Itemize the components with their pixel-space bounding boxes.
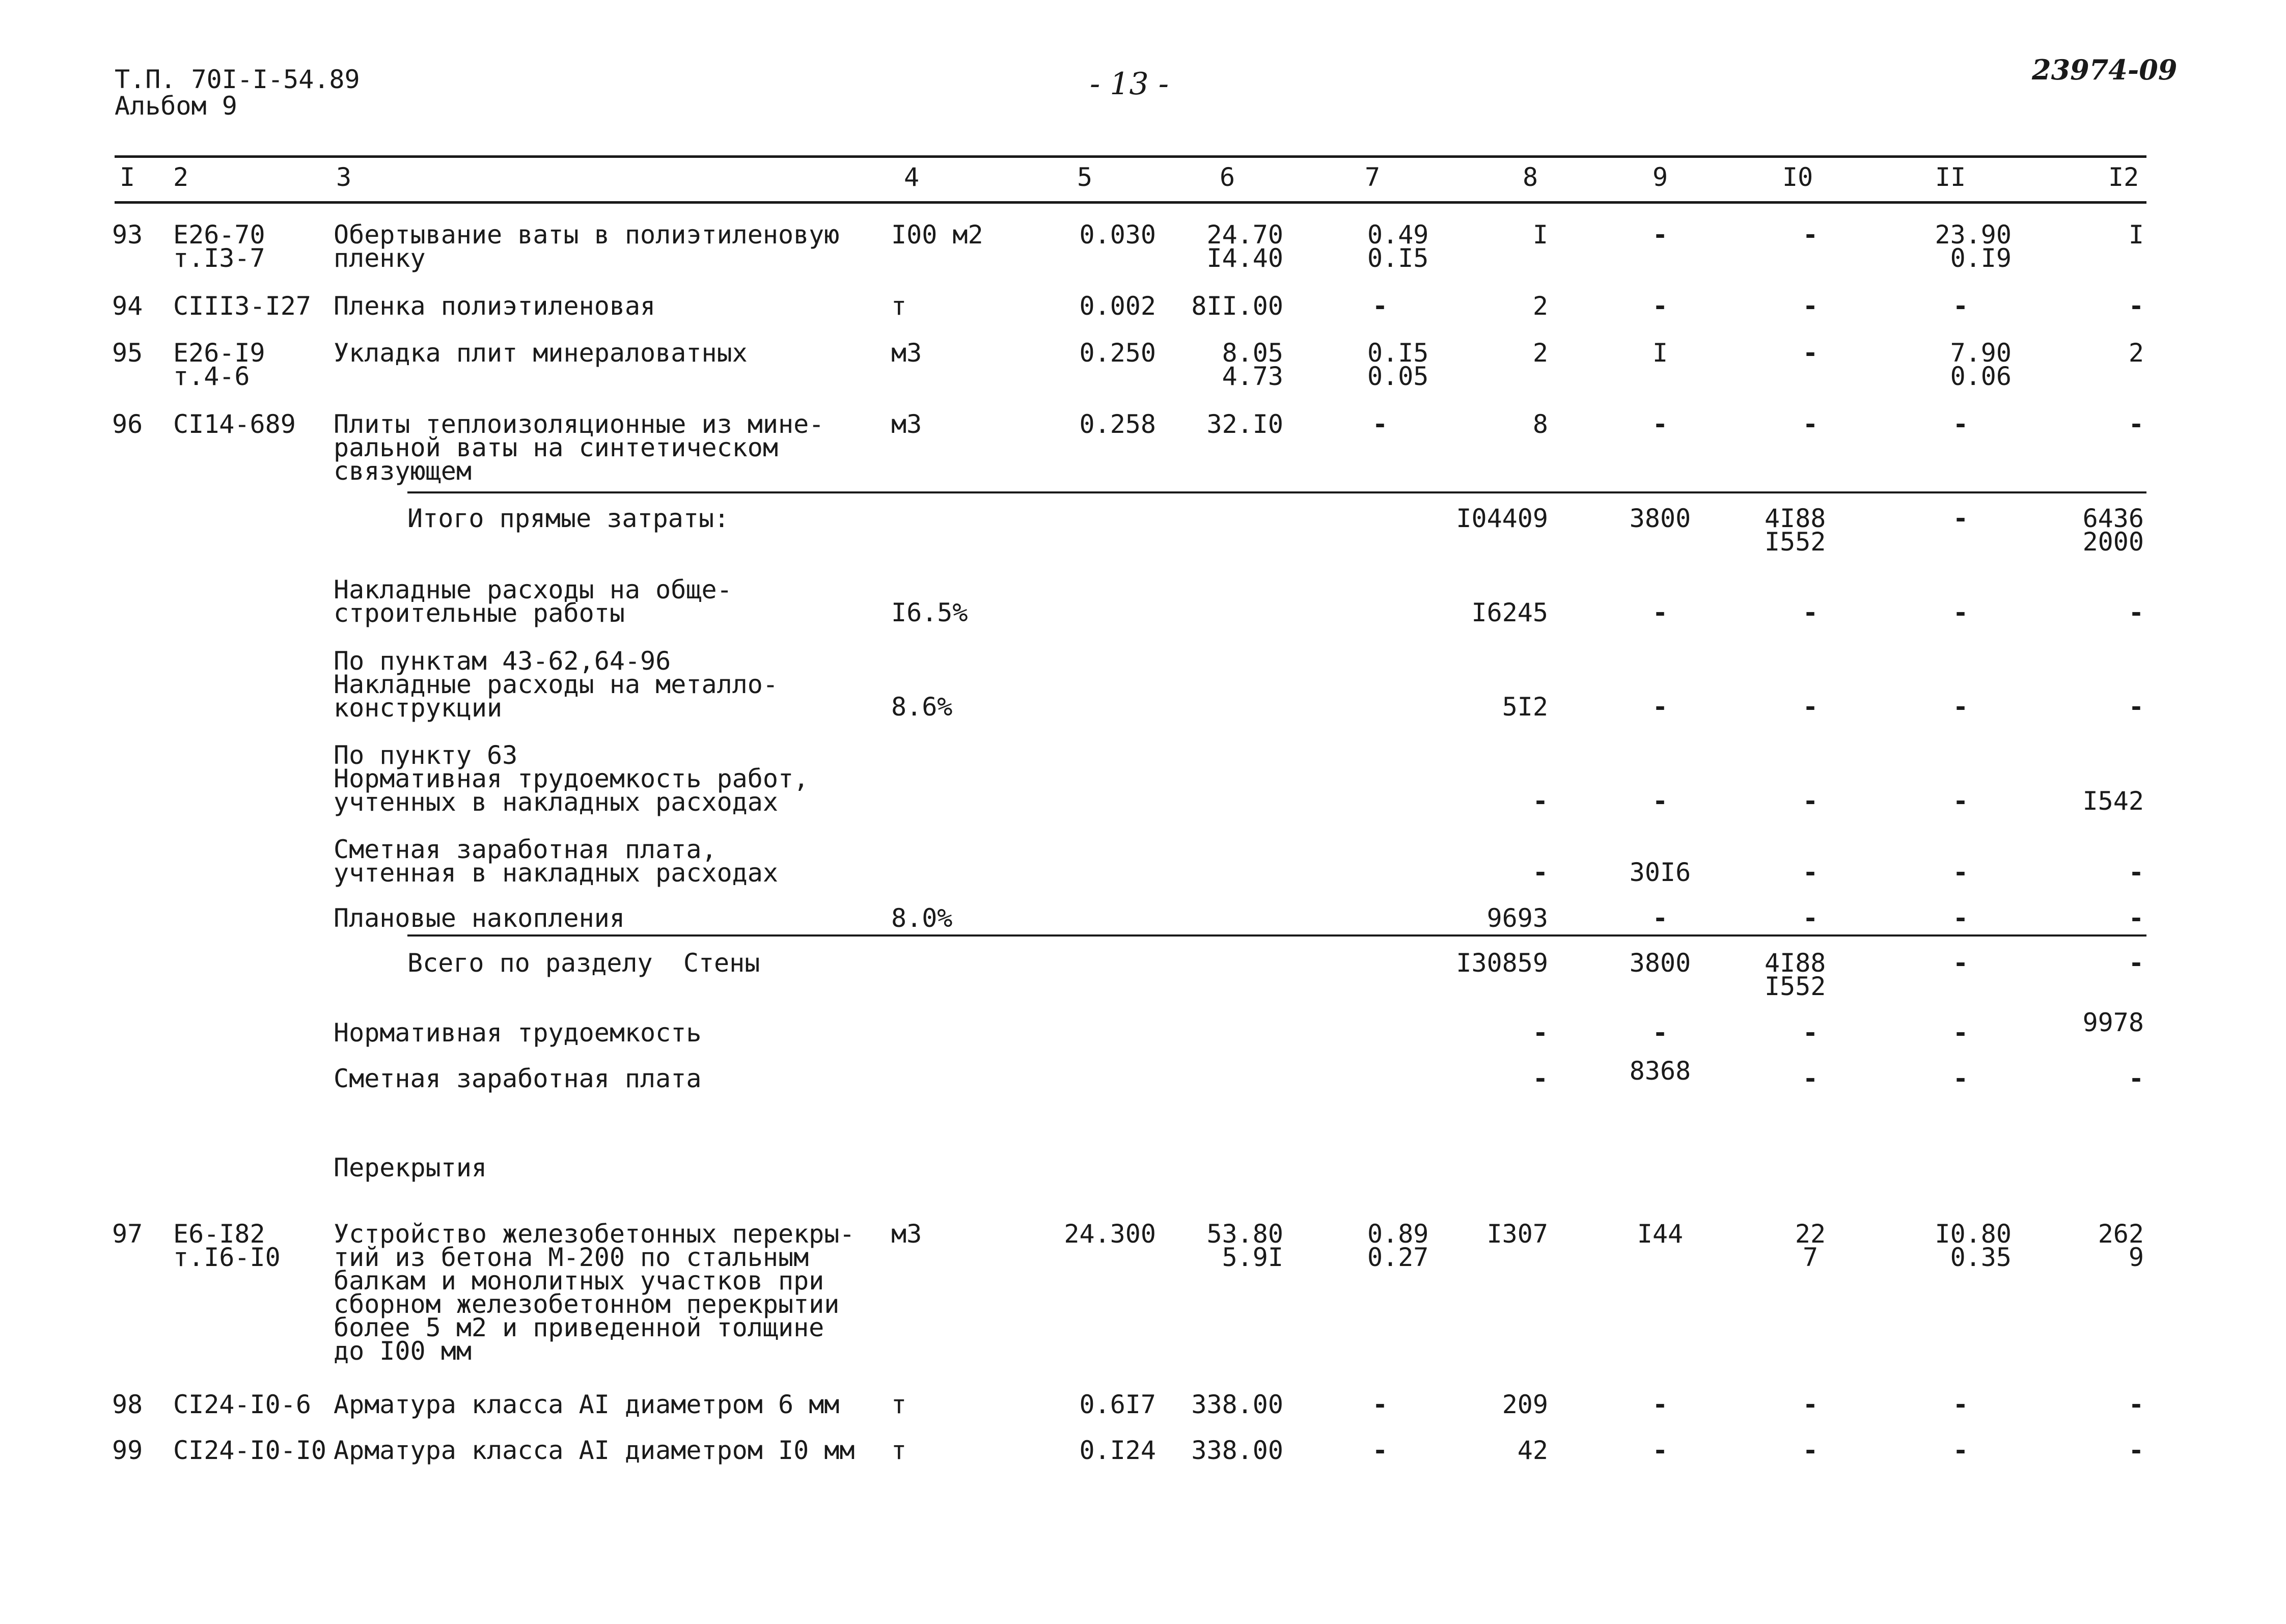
row-unit: м3 [891,338,922,368]
row-c8: 209 [1502,1390,1548,1419]
summary-c9: 3800 [1629,948,1691,978]
row-c12: - [2128,1390,2144,1419]
row-c8: I [1532,220,1548,250]
row-c7: - [1372,409,1388,439]
summary-c11: - [1952,786,1969,816]
row-c9: - [1652,1436,1668,1465]
col-header-6: 6 [1220,162,1235,192]
summary-label: Сметная заработная плата, учтенная в накладных расходах [334,835,778,888]
row-code: СI14-689 [173,409,296,439]
summary-label: Плановые накопления [334,903,625,933]
row-c10: - [1802,220,1819,250]
row-qty: 0.258 [1079,409,1156,439]
row-unit: I00 м2 [891,220,983,250]
row-c10: 22 7 [1795,1219,1826,1272]
row-c11: - [1952,291,1969,321]
col-header-2: 2 [173,162,189,192]
album-label: Альбом 9 [115,91,237,121]
summary-c10: - [1802,598,1819,627]
row-c9: I44 [1637,1219,1684,1249]
row-c7: 0.49 0.I5 [1367,220,1429,273]
row-c12: - [2128,409,2144,439]
row-unit: т [891,291,907,321]
row-number: 93 [112,220,143,250]
summary-c8: - [1532,1064,1548,1093]
row-name: Укладка плит минераловатных [334,338,748,368]
row-c6: 8II.00 [1191,291,1283,321]
col-header-10: I0 [1782,162,1813,192]
subtotal-rule [407,491,2146,493]
summary-c10: - [1802,1018,1819,1048]
row-c11: 23.90 0.I9 [1935,220,2012,273]
row-unit: т [891,1436,907,1465]
summary-c12: - [2128,858,2144,887]
row-name: Арматура класса АI диаметром 6 мм [334,1390,840,1419]
row-qty: 0.250 [1079,338,1156,368]
col-header-3: 3 [336,162,352,192]
row-qty: 0.6I7 [1079,1390,1156,1419]
row-c11: 7.90 0.06 [1950,338,2012,391]
col-header-12: I2 [2108,162,2139,192]
summary-c11: - [1952,948,1969,978]
total-rule [407,934,2146,937]
row-c9: - [1652,291,1668,321]
row-name: Устройство железобетонных перекры- тий из бетона М-200 по стальным балкам и монолитных участков при сборном железобетонном перекрытии более 5 м2 и приведенной толщине до I00 мм [334,1219,855,1366]
row-c12: - [2128,291,2144,321]
col-header-7: 7 [1365,162,1381,192]
row-code: Е26-70 т.I3-7 [173,220,265,273]
row-c6: 338.00 [1191,1390,1283,1419]
row-number: 94 [112,291,143,321]
summary-c12: 9978 [2082,1008,2144,1037]
row-c8: 2 [1532,338,1548,368]
summary-c8: I6245 [1471,598,1548,627]
table-header-rule [115,201,2146,204]
row-qty: 0.002 [1079,291,1156,321]
summary-label: По пункту 63 Нормативная трудоемкость работ, учтенных в накладных расходах [334,740,809,817]
row-c8: 42 [1517,1436,1548,1465]
summary-c12: - [2128,692,2144,722]
col-header-1: I [120,162,135,192]
summary-c12: - [2128,1064,2144,1093]
summary-c12: 6436 2000 [2082,504,2144,557]
row-code: Е26-I9 т.4-6 [173,338,265,391]
summary-c10: - [1802,1064,1819,1093]
row-c9: - [1652,409,1668,439]
summary-c12: - [2128,903,2144,933]
row-number: 95 [112,338,143,368]
summary-c12: - [2128,948,2144,978]
row-code: СIII3-I27 [173,291,311,321]
row-c6: 32.I0 [1206,409,1283,439]
col-header-9: 9 [1652,162,1668,192]
summary-c9: 3800 [1629,504,1691,533]
col-header-8: 8 [1523,162,1538,192]
row-c10: - [1802,291,1819,321]
summary-label: Итого прямые затраты: [407,504,730,533]
summary-c9: 30I6 [1629,858,1691,887]
summary-c8: - [1532,858,1548,887]
row-c11: - [1952,409,1969,439]
row-c7: 0.I5 0.05 [1367,338,1429,391]
summary-c11: - [1952,504,1969,533]
doc-number: 23974-09 [2032,53,2178,86]
row-name: Обертывание ваты в полиэтиленовую пленку [334,220,840,273]
row-c6: 8.05 4.73 [1222,338,1283,391]
summary-c11: - [1952,692,1969,722]
row-c7: - [1372,1390,1388,1419]
summary-c9: - [1652,786,1668,816]
row-c12: I [2128,220,2144,250]
row-name: Плиты теплоизоляционные из мине- ральной ваты на синтетическом связующем [334,409,824,486]
page-number: - 13 - [1090,66,1169,102]
summary-label: По пунктам 43-62,64-96 Накладные расходы на металло- конструкции [334,646,778,723]
summary-c8: - [1532,786,1548,816]
row-c7: - [1372,1436,1388,1465]
col-header-5: 5 [1077,162,1093,192]
row-c6: 53.80 5.9I [1206,1219,1283,1272]
row-qty: 0.I24 [1079,1436,1156,1465]
summary-label: Сметная заработная плата [334,1064,702,1093]
summary-c11: - [1952,1064,1969,1093]
row-c12: 262 9 [2098,1219,2144,1272]
row-name: Арматура класса АI диаметром I0 мм [334,1436,855,1465]
row-code: СI24-I0-I0 [173,1436,327,1465]
row-c10: - [1802,409,1819,439]
row-c9: - [1652,1390,1668,1419]
summary-c9: - [1652,598,1668,627]
summary-c8: 9693 [1486,903,1548,933]
table-top-rule [115,155,2146,158]
row-c12: - [2128,1436,2144,1465]
row-c9: I [1652,338,1668,368]
summary-c8: I04409 [1456,504,1548,533]
row-code: СI24-I0-6 [173,1390,311,1419]
row-number: 97 [112,1219,143,1249]
summary-c12: - [2128,598,2144,627]
row-c12: 2 [2128,338,2144,368]
row-c8: I307 [1486,1219,1548,1249]
row-c10: - [1802,1390,1819,1419]
summary-c11: - [1952,1018,1969,1048]
summary-c10: - [1802,858,1819,887]
summary-c9: - [1652,692,1668,722]
row-qty: 24.300 [1064,1219,1156,1249]
row-qty: 0.030 [1079,220,1156,250]
summary-label: Нормативная трудоемкость [334,1018,702,1048]
col-header-4: 4 [904,162,920,192]
summary-label: Всего по разделу Стены [407,948,760,978]
summary-c10: - [1802,692,1819,722]
summary-c12: I542 [2082,786,2144,816]
row-c11: I0.80 0.35 [1935,1219,2012,1272]
row-number: 99 [112,1436,143,1465]
summary-percent: 8.0% [891,903,953,933]
row-c11: - [1952,1436,1969,1465]
row-c10: - [1802,1436,1819,1465]
summary-c10: - [1802,786,1819,816]
row-number: 96 [112,409,143,439]
summary-percent: 8.6% [891,692,953,722]
summary-c11: - [1952,903,1969,933]
summary-percent: I6.5% [891,598,968,627]
doc-code: Т.П. 70I-I-54.89 [115,65,360,94]
summary-c10: 4I88 I552 [1765,504,1826,557]
summary-c8: - [1532,1018,1548,1048]
row-c6: 24.70 I4.40 [1206,220,1283,273]
row-c6: 338.00 [1191,1436,1283,1465]
row-c9: - [1652,220,1668,250]
summary-c10: 4I88 I552 [1765,948,1826,1001]
summary-c9: 8368 [1629,1056,1691,1086]
row-c11: - [1952,1390,1969,1419]
summary-c8: 5I2 [1502,692,1548,722]
row-unit: м3 [891,1219,922,1249]
row-c8: 8 [1532,409,1548,439]
doc-header [115,66,360,119]
summary-label: Накладные расходы на обще- строительные работы [334,575,732,628]
section-title: Перекрытия [334,1153,487,1182]
row-c7: 0.89 0.27 [1367,1219,1429,1272]
row-c7: - [1372,291,1388,321]
row-number: 98 [112,1390,143,1419]
summary-c8: I30859 [1456,948,1548,978]
summary-c9: - [1652,1018,1668,1048]
row-code: Е6-I82 т.I6-I0 [173,1219,281,1272]
row-unit: т [891,1390,907,1419]
summary-c10: - [1802,903,1819,933]
summary-c11: - [1952,858,1969,887]
summary-c11: - [1952,598,1969,627]
summary-c9: - [1652,903,1668,933]
col-header-11: II [1935,162,1966,192]
row-unit: м3 [891,409,922,439]
row-c8: 2 [1532,291,1548,321]
row-c10: - [1802,338,1819,368]
row-name: Пленка полиэтиленовая [334,291,656,321]
